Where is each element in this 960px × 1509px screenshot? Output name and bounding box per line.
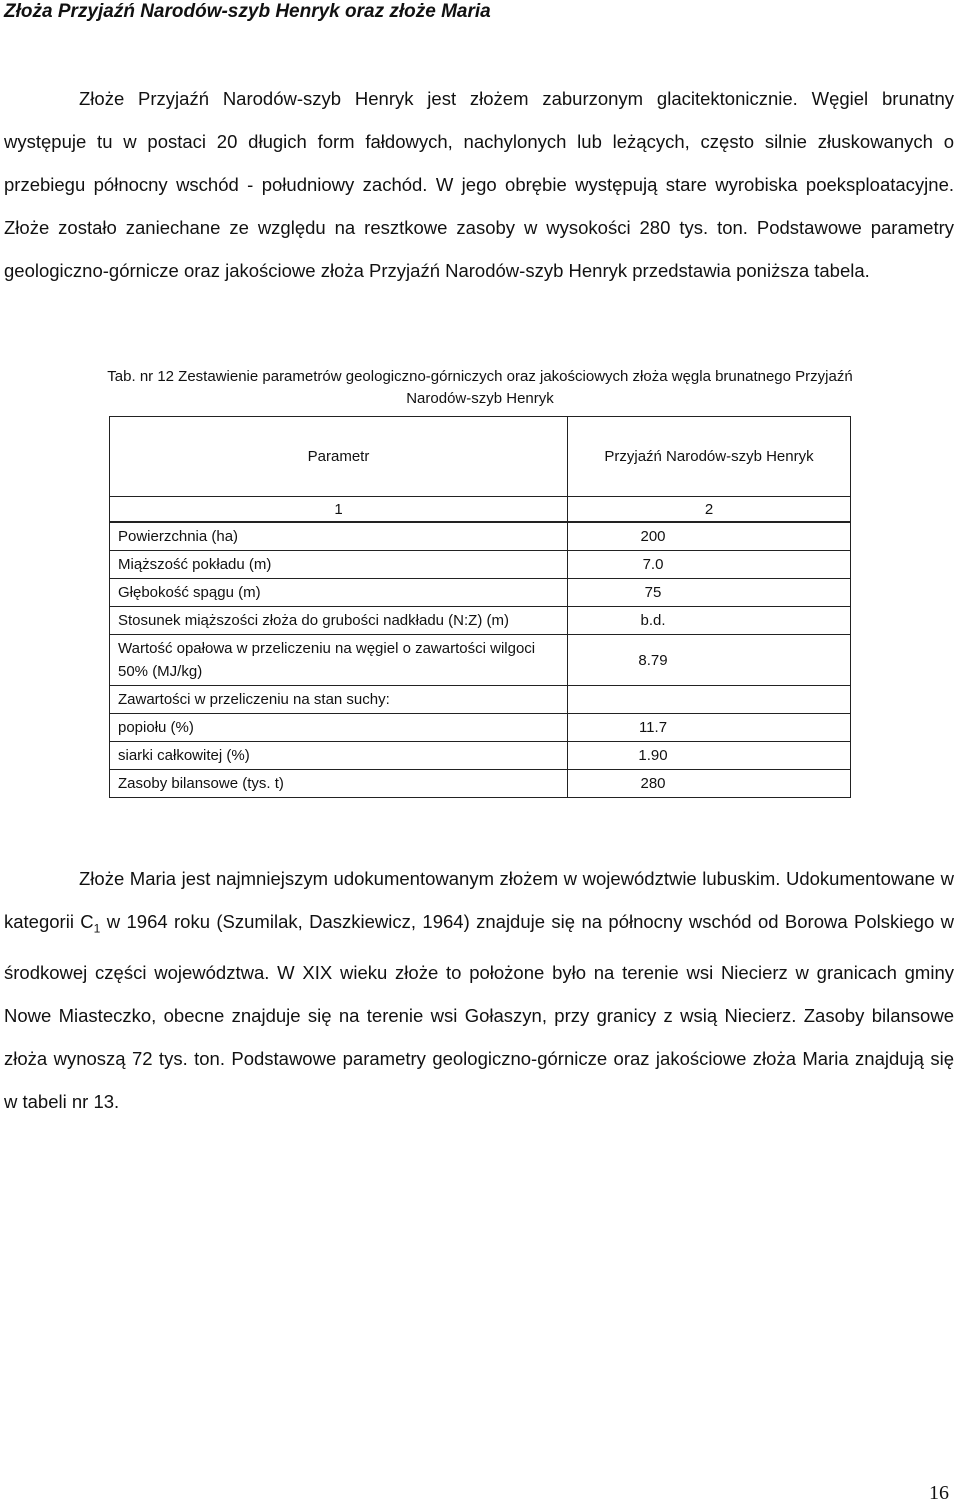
table-row <box>110 770 851 798</box>
table-row <box>110 635 851 686</box>
table-row <box>110 714 851 742</box>
row-param: Zawartości w przeliczeniu na stan suchy: <box>110 686 568 714</box>
row-value: 200 <box>568 522 851 551</box>
row-param: Stosunek miąższości złoża do grubości nadkładu (N:Z) (m) <box>110 607 568 635</box>
row-value: b.d. <box>568 607 851 635</box>
paragraph-maria-part2: w 1964 roku (Szumilak, Daszkiewicz, 1964) znajduje się na północny wschód od Borowa Polskiego w środkowej części województwa. W XIX wieku złoże to położone było na terenie wsi Niecierz w granicach gminy Nowe Miasteczko, obecne znajduje się na terenie wsi Gołaszyn, przy granicy z wsią Niecierz. Zasoby bilansowe złoża wynoszą 72 tys. ton. Podstawowe parametry geologiczno-górnicze oraz jakościowe złoża Maria znajdują się w tabeli nr 13. <box>4 911 954 1112</box>
row-value: 8.79 <box>568 635 851 686</box>
row-param: Zasoby bilansowe (tys. t) <box>110 770 568 798</box>
row-value <box>568 686 851 714</box>
paragraph-maria-part1: Złoże Maria jest najmniejszym udokumentowanym złożem w województwie lubuskim. Udokumentowane w kategorii C <box>4 868 954 932</box>
table-row <box>110 686 851 714</box>
row-value: 1.90 <box>568 742 851 770</box>
category-subscript: 1 <box>93 921 101 936</box>
column-number-1: 1 <box>110 497 568 523</box>
row-param: Powierzchnia (ha) <box>110 522 568 551</box>
table-number-row <box>110 497 851 523</box>
row-param: popiołu (%) <box>110 714 568 742</box>
row-value: 75 <box>568 579 851 607</box>
header-parametr: Parametr <box>110 417 568 497</box>
row-param: Miąższość pokładu (m) <box>110 551 568 579</box>
paragraph-henryk: Złoże Przyjaźń Narodów-szyb Henryk jest złożem zaburzonym glacitektonicznie. Węgiel brunatny występuje tu w postaci 20 długich form fałdowych, nachylonych lub leżących, często silnie złuskowanych o przebiegu północny wschód - południowy zachód. W jego obrębie występują stare wyrobiska poeksploatacyjne. Złoże zostało zaniechane ze względu na resztkowe zasoby w wysokości 280 tys. ton. Podstawowe parametry geologiczno-górnicze oraz jakościowe złoża Przyjaźń Narodów-szyb Henryk przedstawia poniższa tabela. <box>4 88 954 281</box>
table-row <box>110 579 851 607</box>
column-number-2: 2 <box>568 497 851 523</box>
page-number: 16 <box>929 1482 949 1504</box>
table-row <box>110 522 851 551</box>
paragraph-maria <box>4 857 954 1123</box>
table-header-row <box>110 417 851 497</box>
table-row <box>110 607 851 635</box>
row-param: Głębokość spągu (m) <box>110 579 568 607</box>
table-row <box>110 551 851 579</box>
row-param: siarki całkowitej (%) <box>110 742 568 770</box>
parameters-table <box>109 416 851 798</box>
header-deposit: Przyjaźń Narodów-szyb Henryk <box>568 417 851 497</box>
row-value: 280 <box>568 770 851 798</box>
table-row <box>110 742 851 770</box>
section-heading: Złoża Przyjaźń Narodów-szyb Henryk oraz złoże Maria <box>4 1 491 22</box>
row-value: 11.7 <box>568 714 851 742</box>
row-param: Wartość opałowa w przeliczeniu na węgiel o zawartości wilgoci 50% (MJ/kg) <box>110 635 568 686</box>
table-caption: Tab. nr 12 Zestawienie parametrów geologiczno-górniczych oraz jakościowych złoża węgla brunatnego Przyjaźń Narodów-szyb Henryk <box>107 368 853 407</box>
row-value: 7.0 <box>568 551 851 579</box>
